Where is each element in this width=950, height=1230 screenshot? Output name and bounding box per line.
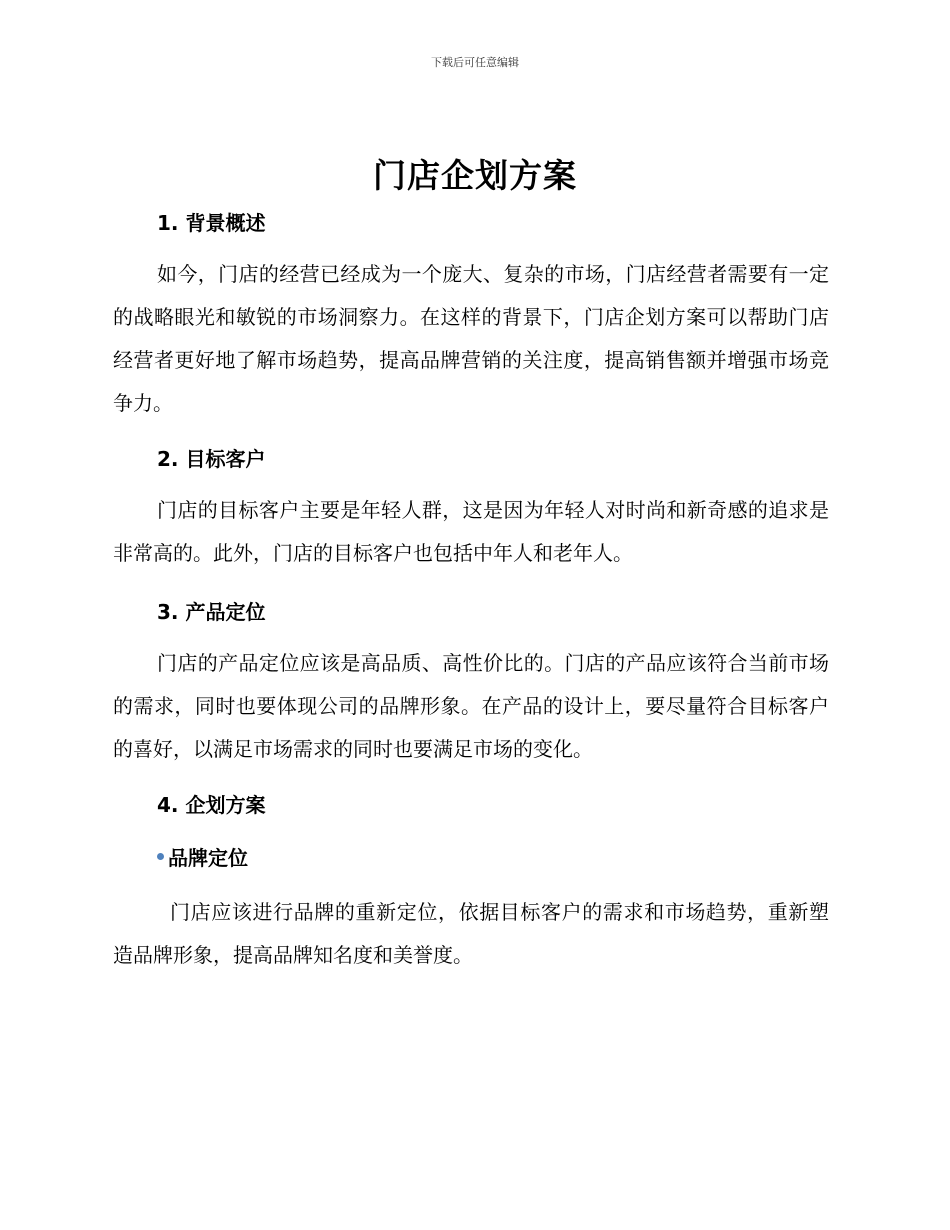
section-heading-background: 1. 背景概述 [157, 211, 266, 235]
subsection-brand-positioning [157, 842, 248, 871]
header-note: 下载后可任意编辑 [431, 56, 519, 69]
document-title: 门店企划方案 [373, 156, 577, 195]
section-paragraph-target-customers: 门店的目标客户主要是年轻人群，这是因为年轻人对时尚和新奇感的追求是非常高的。此外，门店的目标客户也包括中年人和老年人。 [113, 498, 829, 565]
subsection-paragraph: 门店应该进行品牌的重新定位，依据目标客户的需求和市场趋势，重新塑造品牌形象，提高品牌知名度和美誉度。 [113, 900, 829, 967]
section-paragraph-background: 如今，门店的经营已经成为一个庞大、复杂的市场，门店经营者需要有一定的战略眼光和敏锐的市场洞察力。在这样的背景下，门店企划方案可以帮助门店经营者更好地了解市场趋势，提高品牌营销的关注度，提高销售额并增强市场竞争力。 [113, 262, 829, 415]
section-heading-target-customers: 2. 目标客户 [157, 447, 266, 471]
section-heading-product-positioning: 3. 产品定位 [157, 600, 266, 624]
section-heading-planning: 4. 企划方案 [157, 793, 266, 817]
subsection-heading: 品牌定位 [168, 846, 248, 870]
section-paragraph-product-positioning: 门店的产品定位应该是高品质、高性价比的。门店的产品应该符合当前市场的需求，同时也要体现公司的品牌形象。在产品的设计上，要尽量符合目标客户的喜好，以满足市场需求的同时也要满足市场的变化。 [113, 651, 829, 761]
bullet-icon [157, 853, 164, 860]
